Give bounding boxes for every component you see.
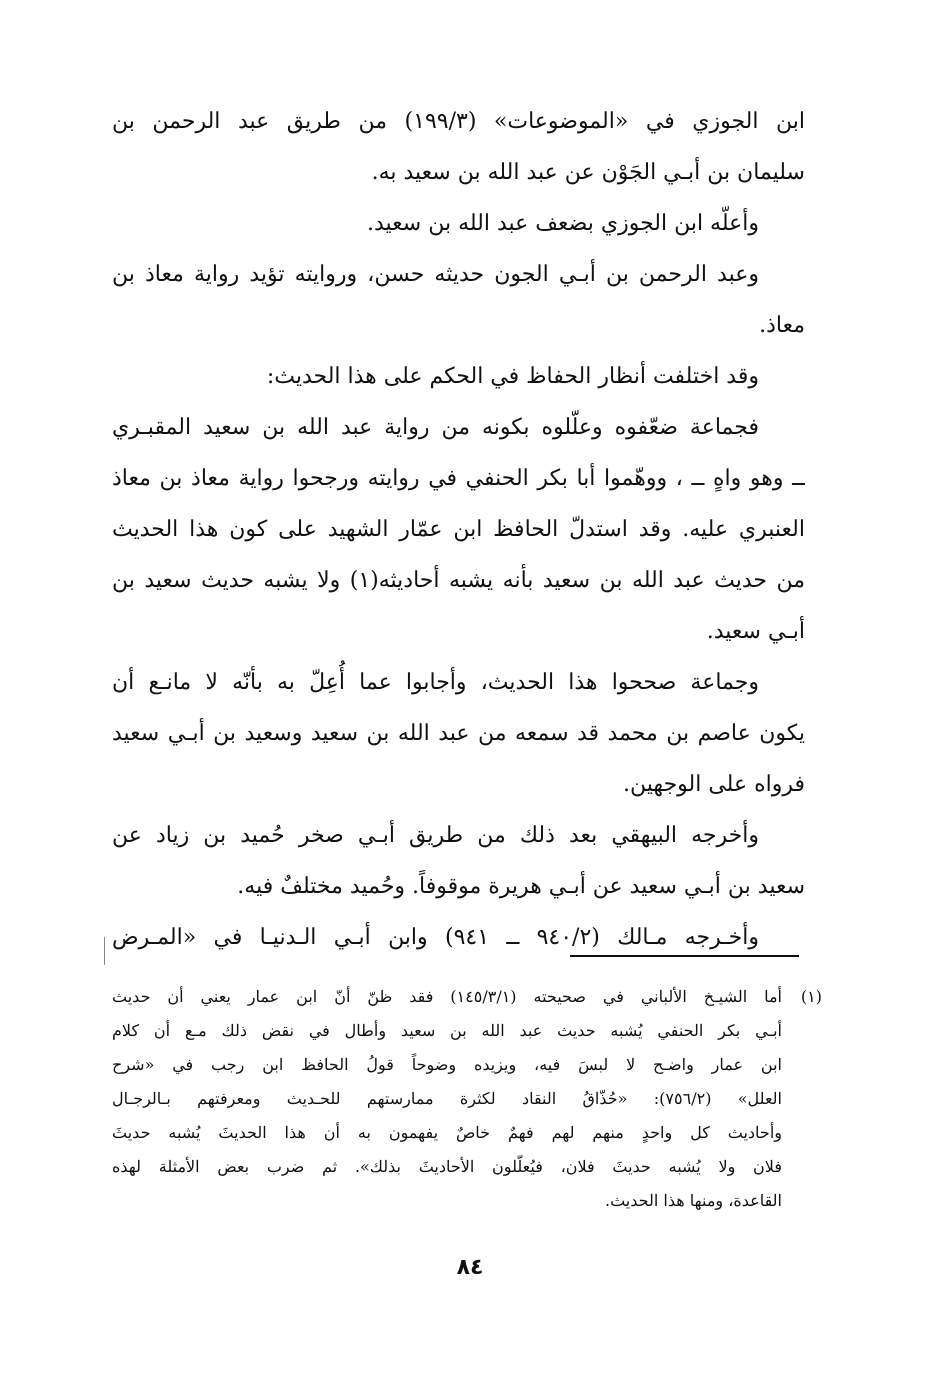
body-line: سليمان بن أبـي الجَوْن عن عبد الله بن سعيد به. (371, 160, 805, 185)
body-line: وأخرجه البيهقي بعد ذلك من طريق أبـي صخر حُميد بن زياد عن (112, 823, 759, 848)
body-line: ابن الجوزي في «الموضوعات» (١٩٩/٣) من طريق عبد الرحمن بن (112, 109, 805, 134)
body-line: أبـي سعيد. (706, 619, 805, 644)
body-line: معاذ. (759, 313, 805, 338)
body-line: من حديث عبد الله بن سعيد بأنه يشبه أحاديثه(١) ولا يشبه حديث سعيد بن (112, 568, 805, 593)
body-line: فرواه على الوجهين. (623, 772, 805, 797)
footnote-line (112, 980, 822, 1014)
margin-mark (104, 937, 105, 965)
body-line: وأخـرجه مـالك (٩٤٠/٢ ــ ٩٤١) وابن أبـي الـدنيـا في «المـرض (112, 925, 760, 950)
body-line: وجماعة صححوا هذا الحديث، وأجابوا عما أُعِلّ به بأنّه لا مانـع أن (112, 670, 759, 695)
footnote (112, 980, 822, 1218)
footnote-line: القاعدة، ومنها هذا الحديث. (605, 1191, 782, 1210)
body-line: سعيد بن أبـي سعيد عن أبـي هريرة موقوفاً. وحُميد مختلفٌ فيه. (237, 874, 805, 899)
body-line: وعبد الرحمن بن أبـي الجون حديثه حسن، وروايته تؤيد رواية معاذ بن (112, 262, 759, 287)
body-line: ــ وهو واهٍ ــ ، ووهّموا أبا بكر الحنفي في روايته ورجحوا رواية معاذ بن معاذ (112, 466, 805, 491)
footnote-separator (570, 955, 799, 957)
body-line: فجماعة ضعّفوه وعلّلوه بكونه من رواية عبد الله بن سعيد المقبـري (112, 415, 759, 440)
body-line: وقد اختلفت أنظار الحفاظ في الحكم على هذا الحديث: (266, 364, 759, 389)
body-line: العنبري عليه. وقد استدلّ الحافظ ابن عمّار الشهيد على كون هذا الحديث (112, 517, 805, 542)
body-line: وأعلّه ابن الجوزي بضعف عبد الله بن سعيد. (367, 211, 759, 236)
footnote-marker: (١) (800, 987, 822, 1006)
footnote-line: ابن عمار واضـح لا لبسَ فيه، ويزيده وضوحاً قولُ الحافظ ابن رجب في «شرح (112, 1055, 782, 1074)
main-text (112, 96, 805, 963)
body-line: يكون عاصم بن محمد قد سمعه من عبد الله بن سعيد وسعيد بن أبـي سعيد (112, 721, 805, 746)
footnote-line: العلل» (٧٥٦/٢): «حُذّاقُ النقاد لكثرة ممارستهم للحـديث ومعرفتهم بـالرجـال (112, 1089, 782, 1108)
footnote-line: فلان ولا يُشبه حديثَ فلان، فيُعلّلون الأحاديثَ بذلك». ثم ضرب بعض الأمثلة لهذه (112, 1157, 782, 1176)
page-number: ٨٤ (456, 1255, 484, 1280)
footnote-text: أما الشيـخ الألباني في صحيحته (١٤٥/٣/١) فقد ظنّ أنّ ابن عمار يعني أن حديث (112, 987, 783, 1006)
footnote-line: وأحاديث كل واحدٍ منهم لهم فهمٌ خاصٌ يفهمون به أن هذا الحديثَ يُشبه حديثَ (112, 1123, 782, 1142)
footnote-line: أبـي بكر الحنفي يُشبه حديث عبد الله بن سعيد وأطال في نقض ذلك مـع أن كلام (112, 1021, 782, 1040)
